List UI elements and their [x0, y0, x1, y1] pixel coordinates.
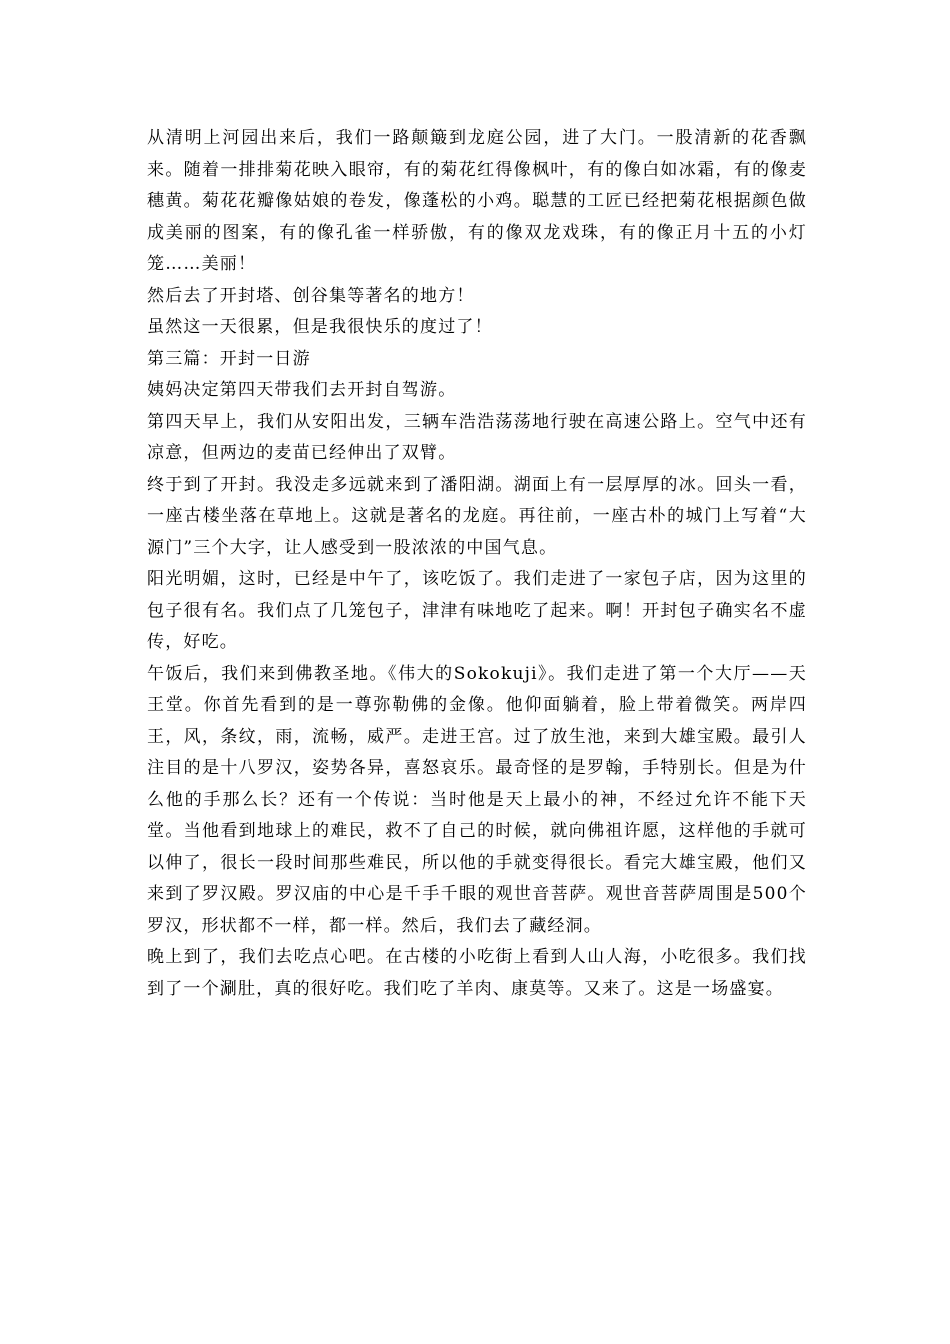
paragraph-arrival: 终于到了开封。我没走多远就来到了潘阳湖。湖面上有一层厚厚的冰。回头一看，一座古楼坐落在草地上。这就是著名的龙庭。再往前，一座古朴的城门上写着“大源门”三个大字，让人感受到一股浓浓的中国气息。	[147, 474, 807, 558]
document-body	[147, 123, 807, 1005]
paragraph-aunt-decision: 姨妈决定第四天带我们去开封自驾游。	[147, 380, 457, 400]
paragraph-happy-day: 虽然这一天很累，但是我很快乐的度过了！	[147, 317, 493, 337]
section-heading: 第三篇：开封一日游	[147, 348, 311, 369]
paragraph-kaifeng-tower: 然后去了开封塔、创谷集等著名的地方！	[147, 285, 475, 306]
paragraph-departure: 第四天早上，我们从安阳出发，三辆车浩浩荡荡地行驶在高速公路上。空气中还有凉意，但两边的麦苗已经伸出了双臂。	[147, 411, 807, 463]
paragraph-evening: 晚上到了，我们去吃点心吧。在古楼的小吃街上看到人山人海，小吃很多。我们找到了一个涮肚，真的很好吃。我们吃了羊肉、康莫等。又来了。这是一场盛宴。	[147, 947, 807, 999]
paragraph-chrysanthemum-park: 从清明上河园出来后，我们一路颠簸到龙庭公园，进了大门。一股清新的花香飘来。随着一排排菊花映入眼帘，有的菊花红得像枫叶，有的像白如冰霜，有的像麦穗黄。菊花花瓣像姑娘的卷发，像蓬松的小鸡。聪慧的工匠已经把菊花根据颜色做成美丽的图案，有的像孔雀一样骄傲，有的像双龙戏珠，有的像正月十五的小灯笼……美丽！	[147, 128, 807, 274]
paragraph-temple: 午饭后，我们来到佛教圣地。《伟大的Sokokuji》。我们走进了第一个大厅——天王堂。你首先看到的是一尊弥勒佛的金像。他仰面躺着，脸上带着微笑。两岸四王，风，条纹，雨，流畅，威严。走进王宫。过了放生池，来到大雄宝殿。最引人注目的是十八罗汉，姿势各异，喜怒哀乐。最奇怪的是罗翰，手特别长。但是为什么他的手那么长？还有一个传说：当时他是天上最小的神，不经过允许不能下天堂。当他看到地球上的难民，救不了自己的时候，就向佛祖许愿，这样他的手就可以伸了，很长一段时间那些难民，所以他的手就变得很长。看完大雄宝殿，他们又来到了罗汉殿。罗汉庙的中心是千手千眼的观世音菩萨。观世音菩萨周围是500个罗汉，形状都不一样，都一样。然后，我们去了藏经洞。	[147, 663, 807, 936]
paragraph-lunch: 阳光明媚，这时，已经是中午了，该吃饭了。我们走进了一家包子店，因为这里的包子很有名。我们点了几笼包子，津津有味地吃了起来。啊！开封包子确实名不虚传，好吃。	[147, 569, 807, 652]
